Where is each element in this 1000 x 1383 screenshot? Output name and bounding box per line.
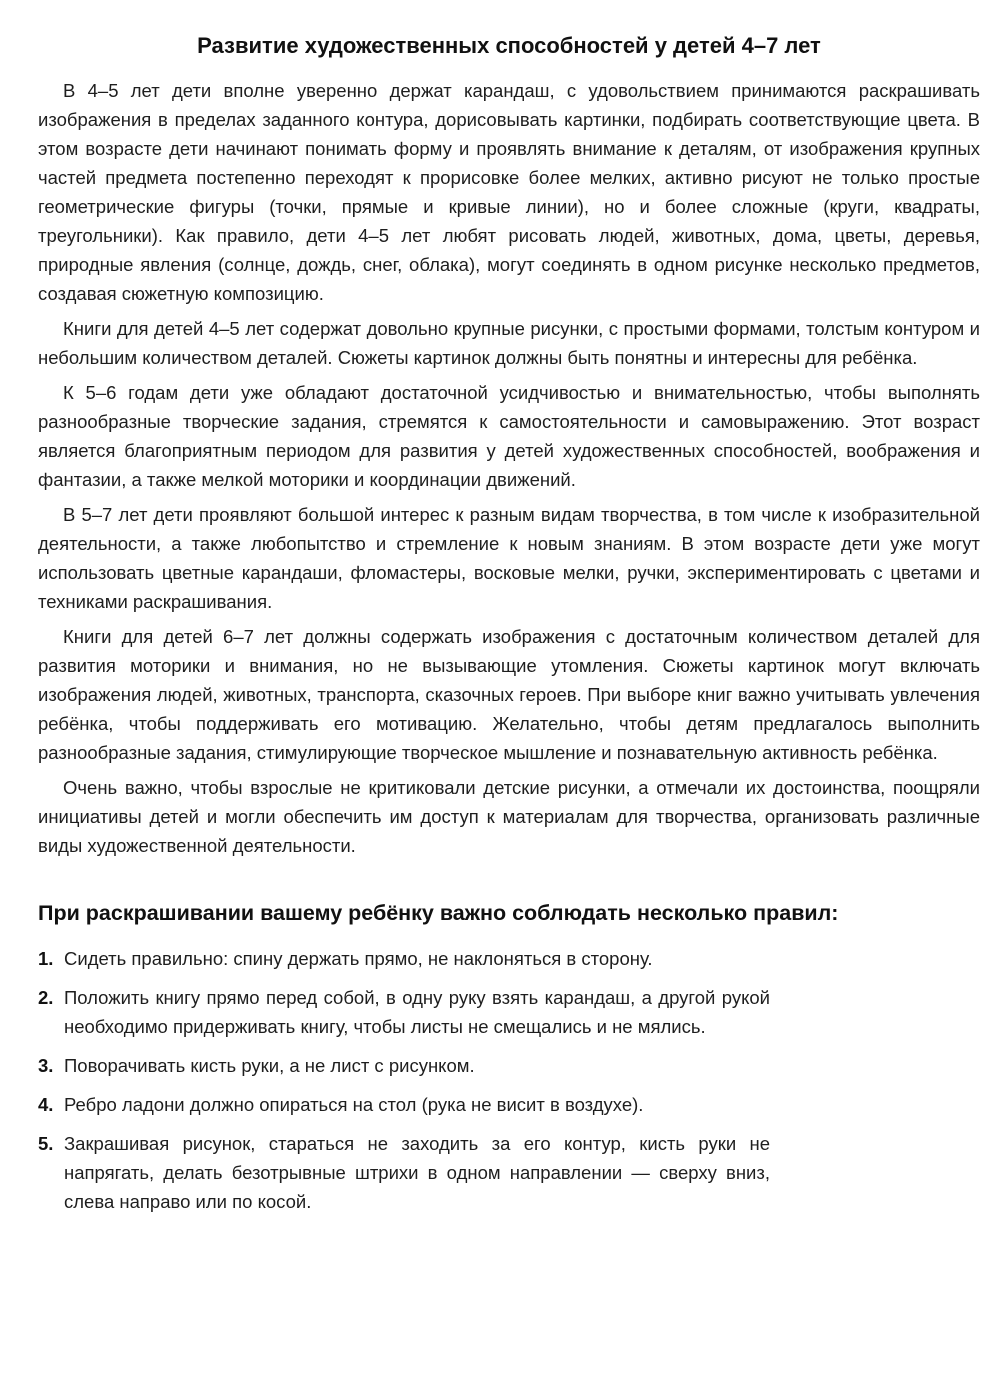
rule-text: Поворачивать кисть руки, а не лист с рисунком. — [64, 1055, 475, 1076]
rule-item — [38, 1129, 770, 1216]
rule-text: Положить книгу прямо перед собой, в одну руку взять карандаш, а другой рукой необходимо придерживать книгу, чтобы листы не смещались и не мялись. — [64, 987, 770, 1037]
rule-number: 4. — [38, 1094, 54, 1115]
paragraph-age-4-5: В 4–5 лет дети вполне уверенно держат карандаш, с удовольствием принимаются раскрашивать изображения в пределах заданного контура, дорисовывать картинки, подбирать соответствующие цвета. В этом возрасте дети начинают понимать форму и проявлять внимание к деталям, от изображения крупных частей предмета постепенно переходят к прорисовке более мелких, активно рисуют не только простые геометрические фигуры (точки, прямые и кривые линии), но и более сложные (круги, квадраты, треугольники). Как правило, дети 4–5 лет любят рисовать людей, животных, дома, цветы, деревья, природные явления (солнце, дождь, снег, облака), могут соединять в одном рисунке несколько предметов, создавая сюжетную композицию. — [38, 80, 980, 304]
rule-text: Закрашивая рисунок, стараться не заходить за его контур, кисть руки не напрягать, делать безотрывные штрихи в одном направлении — сверху вниз, слева направо или по косой. — [64, 1133, 770, 1212]
rule-number: 5. — [38, 1133, 54, 1154]
paragraph-books-4-5: Книги для детей 4–5 лет содержат довольно крупные рисунки, с простыми формами, толстым контуром и небольшим количеством деталей. Сюжеты картинок должны быть понятны и интересны для ребёнка. — [38, 318, 980, 368]
rule-number: 3. — [38, 1055, 54, 1076]
page-title: Развитие художественных способностей у детей 4–7 лет — [197, 33, 821, 58]
paragraph-adult-support: Очень важно, чтобы взрослые не критиковали детские рисунки, а отмечали их достоинства, поощряли инициативы детей и могли обеспечить им доступ к материалам для творчества, организовать различные виды художественной деятельности. — [38, 777, 980, 856]
paragraph-age-5-7: В 5–7 лет дети проявляют большой интерес к разным видам творчества, в том числе к изобразительной деятельности, а также любопытство и стремление к новым знаниям. В этом возрасте дети уже могут использовать цветные карандаши, фломастеры, восковые мелки, ручки, экспериментировать с цветами и техниками раскрашивания. — [38, 504, 980, 612]
document-page — [38, 28, 980, 1226]
rule-text: Ребро ладони должно опираться на стол (рука не висит в воздухе). — [64, 1094, 644, 1115]
rule-number: 1. — [38, 948, 54, 969]
rules-list — [38, 944, 770, 1216]
paragraph-books-6-7: Книги для детей 6–7 лет должны содержать изображения с достаточным количеством деталей для развития моторики и внимания, но не вызывающие утомления. Сюжеты картинок могут включать изображения людей, животных, транспорта, сказочных героев. При выборе книг важно учитывать увлечения ребёнка, чтобы поддерживать его мотивацию. Желательно, чтобы детям предлагалось выполнить разнообразные задания, стимулирующие творческое мышление и познавательную активность ребёнка. — [38, 626, 980, 763]
rule-item — [38, 983, 770, 1041]
rule-number: 2. — [38, 987, 54, 1008]
rule-text: Сидеть правильно: спину держать прямо, не наклоняться в сторону. — [64, 948, 653, 969]
rules-heading: При раскрашивании вашему ребёнку важно соблюдать несколько правил: — [38, 901, 839, 925]
rule-item — [38, 1090, 770, 1119]
paragraph-age-5-6: К 5–6 годам дети уже обладают достаточной усидчивостью и внимательностью, чтобы выполнять разнообразные творческие задания, стремятся к самостоятельности и самовыражению. Этот возраст является благоприятным периодом для развития у детей художественных способностей, воображения и фантазии, а также мелкой моторики и координации движений. — [38, 382, 980, 490]
rule-item — [38, 1051, 770, 1080]
rule-item — [38, 944, 770, 973]
